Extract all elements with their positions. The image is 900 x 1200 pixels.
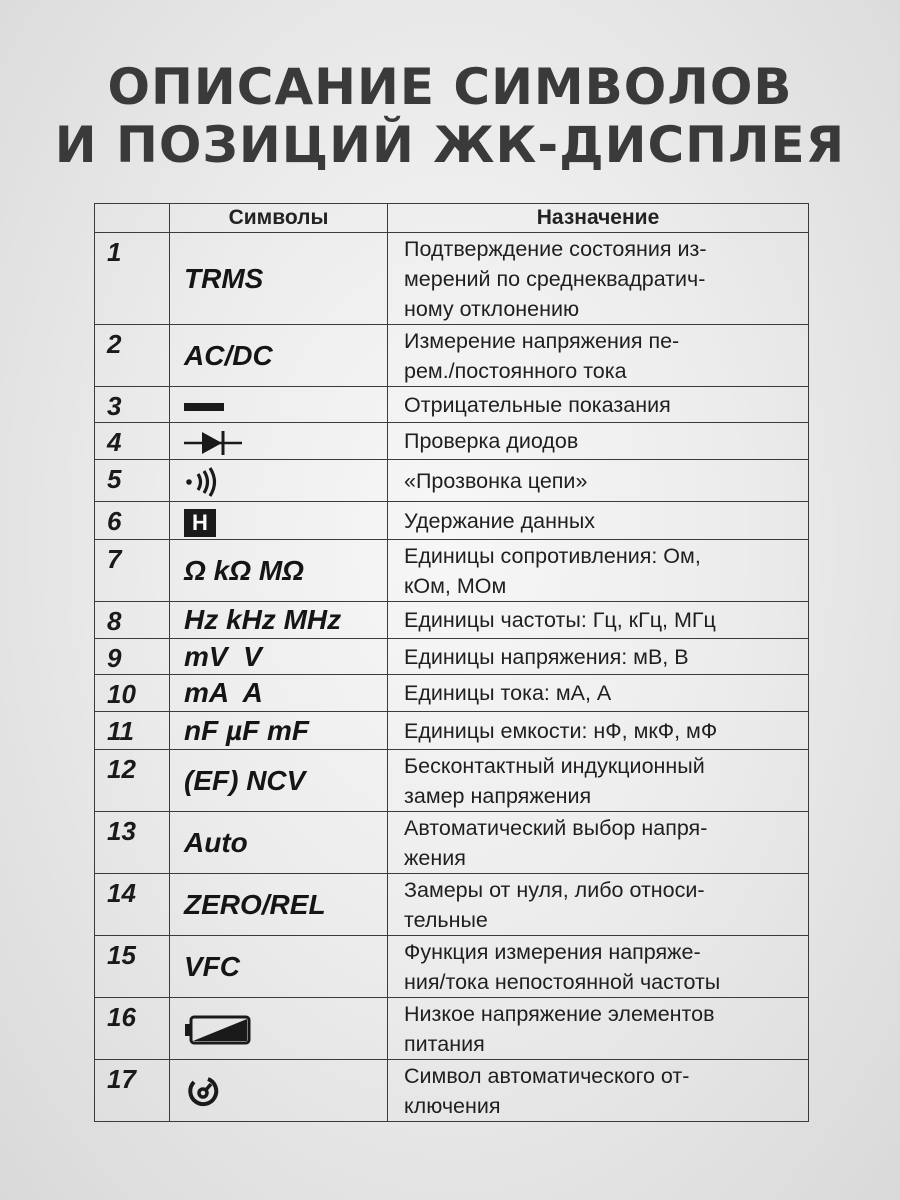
table-row bbox=[95, 602, 809, 639]
description-line: Единицы емкости: нФ, мкФ, мФ bbox=[404, 718, 718, 743]
row-number: 10 bbox=[95, 675, 170, 712]
row-symbol bbox=[170, 602, 388, 639]
description-line: питания bbox=[404, 1032, 485, 1056]
header-symbols: Символы bbox=[170, 204, 388, 233]
table-row bbox=[95, 325, 809, 387]
description-line: мерений по среднеквадратич- bbox=[404, 267, 706, 291]
lcd-symbols-table bbox=[94, 203, 809, 1122]
table-header-row bbox=[95, 204, 809, 233]
symbol-text: Ω kΩ MΩ bbox=[184, 554, 305, 586]
row-description bbox=[388, 639, 809, 675]
diode-icon bbox=[184, 425, 242, 456]
row-number: 5 bbox=[95, 460, 170, 502]
description-line: Бесконтактный индукционный bbox=[404, 754, 705, 778]
description-line: замер напряжения bbox=[404, 784, 592, 808]
table-row bbox=[95, 233, 809, 325]
description-line: Подтверждение состояния из- bbox=[404, 237, 707, 261]
hold-icon: H bbox=[184, 509, 216, 537]
row-symbol bbox=[170, 874, 388, 936]
symbol-text: Hz kHz MHz bbox=[184, 604, 342, 635]
row-symbol bbox=[170, 325, 388, 387]
description-line: «Прозвонка цепи» bbox=[404, 468, 588, 493]
row-number: 7 bbox=[95, 540, 170, 602]
description-line: Отрицательные показания bbox=[404, 392, 671, 417]
table-row bbox=[95, 387, 809, 423]
row-description bbox=[388, 602, 809, 639]
row-description bbox=[388, 998, 809, 1060]
description-line: ному отклонению bbox=[404, 297, 580, 321]
row-number: 13 bbox=[95, 812, 170, 874]
table-row bbox=[95, 750, 809, 812]
description-line: Единицы частоты: Гц, кГц, МГц bbox=[404, 608, 716, 632]
row-symbol bbox=[170, 639, 388, 675]
row-number: 1 bbox=[95, 233, 170, 325]
table-row bbox=[95, 502, 809, 540]
row-number: 11 bbox=[95, 712, 170, 750]
table-row bbox=[95, 423, 809, 460]
description-line: кОм, МОм bbox=[404, 574, 507, 598]
description-line: Удержание данных bbox=[404, 508, 596, 533]
table-row bbox=[95, 639, 809, 675]
description-line: рем./постоянного тока bbox=[404, 359, 627, 383]
row-symbol bbox=[170, 936, 388, 998]
row-number: 9 bbox=[95, 639, 170, 675]
symbol-text: nF µF mF bbox=[184, 714, 310, 746]
page-title bbox=[0, 58, 900, 174]
table-row bbox=[95, 812, 809, 874]
header-purpose: Назначение bbox=[388, 204, 809, 233]
row-number: 15 bbox=[95, 936, 170, 998]
row-symbol bbox=[170, 712, 388, 750]
description-line: Функция измерения напряже- bbox=[404, 940, 701, 964]
table-row bbox=[95, 460, 809, 502]
table-row bbox=[95, 540, 809, 602]
row-description bbox=[388, 540, 809, 602]
table-row bbox=[95, 712, 809, 750]
description-line: Проверка диодов bbox=[404, 429, 579, 453]
row-number: 8 bbox=[95, 602, 170, 639]
symbol-text: TRMS bbox=[184, 262, 264, 294]
row-number: 16 bbox=[95, 998, 170, 1060]
description-line: Низкое напряжение элементов bbox=[404, 1002, 715, 1026]
description-line: Единицы сопротивления: Ом, bbox=[404, 544, 701, 568]
row-symbol bbox=[170, 460, 388, 502]
row-description bbox=[388, 423, 809, 460]
row-symbol bbox=[170, 812, 388, 874]
symbol-text: mA A bbox=[184, 677, 263, 708]
description-line: жения bbox=[404, 846, 466, 870]
description-line: тельные bbox=[404, 908, 488, 932]
row-description bbox=[388, 675, 809, 712]
row-number: 17 bbox=[95, 1060, 170, 1122]
row-description bbox=[388, 812, 809, 874]
description-line: ния/тока непостоянной частоты bbox=[404, 970, 721, 994]
row-symbol bbox=[170, 387, 388, 423]
title-line-2: И ПОЗИЦИЙ ЖК-ДИСПЛЕЯ bbox=[54, 116, 846, 174]
continuity-buzzer-icon bbox=[184, 464, 222, 495]
row-symbol bbox=[170, 540, 388, 602]
row-description bbox=[388, 750, 809, 812]
row-number: 2 bbox=[95, 325, 170, 387]
table-row bbox=[95, 675, 809, 712]
symbol-text: (EF) NCV bbox=[184, 764, 306, 796]
row-description bbox=[388, 387, 809, 423]
symbol-text: AC/DC bbox=[184, 339, 273, 371]
table-row bbox=[95, 936, 809, 998]
row-number: 14 bbox=[95, 874, 170, 936]
row-description bbox=[388, 874, 809, 936]
header-number bbox=[95, 204, 170, 233]
row-symbol bbox=[170, 675, 388, 712]
row-symbol bbox=[170, 998, 388, 1060]
row-description bbox=[388, 325, 809, 387]
row-description bbox=[388, 233, 809, 325]
auto-power-off-icon bbox=[184, 1073, 224, 1104]
description-line: Измерение напряжения пе- bbox=[404, 329, 680, 353]
low-battery-icon bbox=[184, 1012, 252, 1043]
title-line-1: ОПИСАНИЕ СИМВОЛОВ bbox=[107, 58, 793, 116]
row-description bbox=[388, 502, 809, 540]
description-line: ключения bbox=[404, 1094, 501, 1118]
row-number: 6 bbox=[95, 502, 170, 540]
row-number: 4 bbox=[95, 423, 170, 460]
row-symbol bbox=[170, 1060, 388, 1122]
table-row bbox=[95, 1060, 809, 1122]
row-description bbox=[388, 1060, 809, 1122]
symbol-text: Auto bbox=[184, 826, 248, 858]
row-number: 3 bbox=[95, 387, 170, 423]
row-number: 12 bbox=[95, 750, 170, 812]
symbol-text: VFC bbox=[184, 950, 240, 982]
row-symbol bbox=[170, 423, 388, 460]
row-symbol bbox=[170, 233, 388, 325]
row-description bbox=[388, 936, 809, 998]
description-line: Замеры от нуля, либо относи- bbox=[404, 878, 705, 902]
description-line: Символ автоматического от- bbox=[404, 1064, 690, 1088]
row-symbol bbox=[170, 750, 388, 812]
description-line: Единицы напряжения: мВ, В bbox=[404, 644, 689, 669]
row-description bbox=[388, 460, 809, 502]
row-description bbox=[388, 712, 809, 750]
description-line: Единицы тока: мА, А bbox=[404, 681, 612, 705]
symbol-text: ZERO/REL bbox=[184, 888, 326, 920]
row-symbol bbox=[170, 502, 388, 540]
symbol-text: mV V bbox=[184, 640, 262, 672]
minus-sign-icon bbox=[184, 389, 224, 420]
table-row bbox=[95, 874, 809, 936]
table-row bbox=[95, 998, 809, 1060]
description-line: Автоматический выбор напря- bbox=[404, 816, 708, 840]
